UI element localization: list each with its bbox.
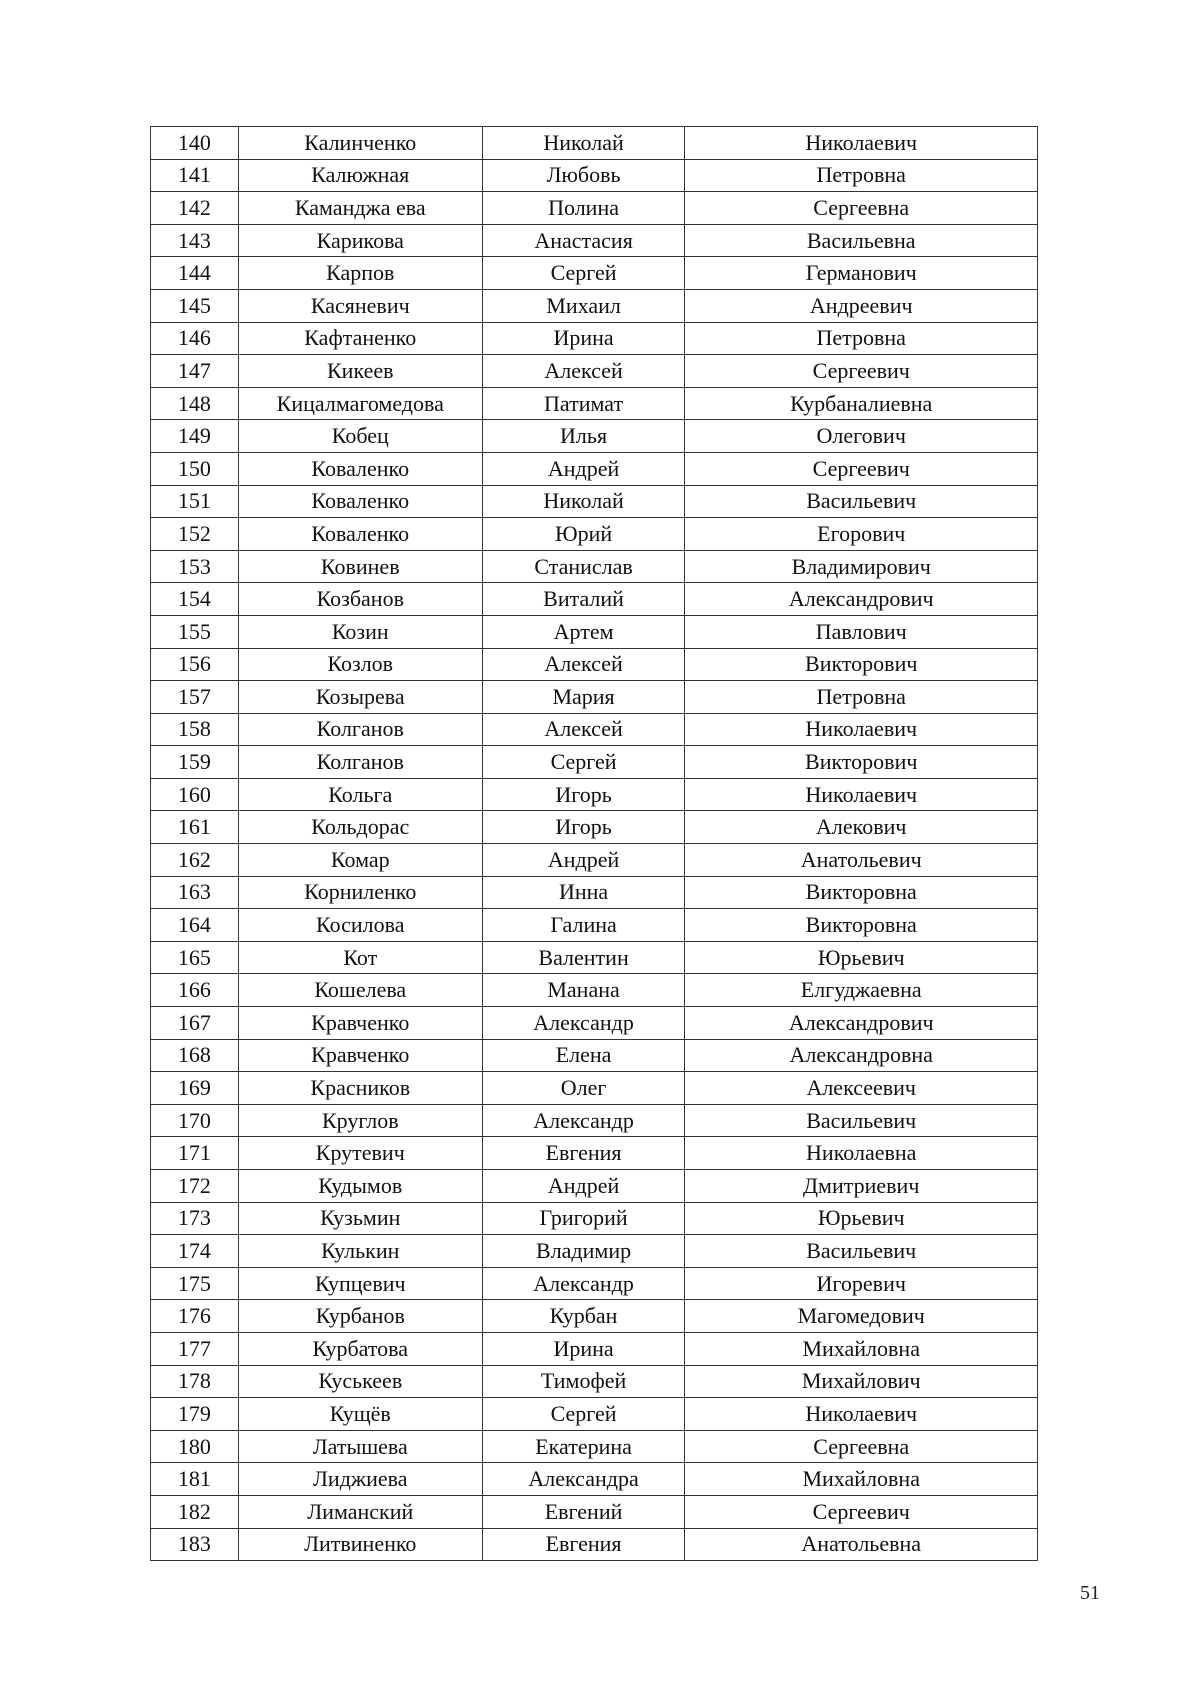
last-name-cell: Комар	[238, 844, 482, 877]
row-number-cell: 180	[151, 1430, 239, 1463]
last-name-cell: Кот	[238, 941, 482, 974]
table-row	[151, 1463, 1038, 1496]
table-row	[151, 1170, 1038, 1203]
first-name-cell: Мария	[482, 681, 685, 714]
first-name-cell: Станислав	[482, 550, 685, 583]
row-number-cell: 171	[151, 1137, 239, 1170]
first-name-cell: Евгения	[482, 1528, 685, 1561]
patronymic-cell: Викторович	[685, 648, 1038, 681]
patronymic-cell: Петровна	[685, 681, 1038, 714]
patronymic-cell: Магомедович	[685, 1300, 1038, 1333]
first-name-cell: Андрей	[482, 844, 685, 877]
table-row	[151, 974, 1038, 1007]
last-name-cell: Козырева	[238, 681, 482, 714]
first-name-cell: Олег	[482, 1072, 685, 1105]
last-name-cell: Каманджа ева	[238, 192, 482, 225]
patronymic-cell: Николаевич	[685, 127, 1038, 160]
patronymic-cell: Андреевич	[685, 289, 1038, 322]
first-name-cell: Михаил	[482, 289, 685, 322]
row-number-cell: 152	[151, 518, 239, 551]
last-name-cell: Козбанов	[238, 583, 482, 616]
first-name-cell: Игорь	[482, 778, 685, 811]
patronymic-cell: Петровна	[685, 159, 1038, 192]
patronymic-cell: Сергеевна	[685, 192, 1038, 225]
table-row	[151, 1300, 1038, 1333]
last-name-cell: Карикова	[238, 224, 482, 257]
first-name-cell: Андрей	[482, 1170, 685, 1203]
names-table	[150, 126, 1038, 1561]
row-number-cell: 153	[151, 550, 239, 583]
first-name-cell: Курбан	[482, 1300, 685, 1333]
first-name-cell: Сергей	[482, 1398, 685, 1431]
last-name-cell: Кафтаненко	[238, 322, 482, 355]
table-row	[151, 550, 1038, 583]
row-number-cell: 182	[151, 1495, 239, 1528]
row-number-cell: 154	[151, 583, 239, 616]
last-name-cell: Карпов	[238, 257, 482, 290]
table-row	[151, 713, 1038, 746]
row-number-cell: 143	[151, 224, 239, 257]
last-name-cell: Коваленко	[238, 485, 482, 518]
table-row	[151, 1430, 1038, 1463]
patronymic-cell: Николаевич	[685, 778, 1038, 811]
table-row	[151, 1137, 1038, 1170]
patronymic-cell: Викторовна	[685, 909, 1038, 942]
first-name-cell: Тимофей	[482, 1365, 685, 1398]
table-row	[151, 518, 1038, 551]
table-row	[151, 1495, 1038, 1528]
last-name-cell: Кицалмагомедова	[238, 387, 482, 420]
names-table-body	[151, 127, 1038, 1561]
last-name-cell: Лиманский	[238, 1495, 482, 1528]
row-number-cell: 173	[151, 1202, 239, 1235]
table-row	[151, 1235, 1038, 1268]
table-row	[151, 1039, 1038, 1072]
row-number-cell: 155	[151, 615, 239, 648]
row-number-cell: 167	[151, 1007, 239, 1040]
row-number-cell: 157	[151, 681, 239, 714]
first-name-cell: Екатерина	[482, 1430, 685, 1463]
first-name-cell: Сергей	[482, 257, 685, 290]
last-name-cell: Колганов	[238, 713, 482, 746]
last-name-cell: Купцевич	[238, 1267, 482, 1300]
patronymic-cell: Васильевна	[685, 224, 1038, 257]
page-number: 51	[1080, 1582, 1100, 1604]
patronymic-cell: Михайлович	[685, 1365, 1038, 1398]
table-row	[151, 778, 1038, 811]
first-name-cell: Ирина	[482, 1332, 685, 1365]
last-name-cell: Косилова	[238, 909, 482, 942]
last-name-cell: Колганов	[238, 746, 482, 779]
patronymic-cell: Игоревич	[685, 1267, 1038, 1300]
row-number-cell: 148	[151, 387, 239, 420]
patronymic-cell: Викторовна	[685, 876, 1038, 909]
last-name-cell: Курбатова	[238, 1332, 482, 1365]
first-name-cell: Александр	[482, 1104, 685, 1137]
row-number-cell: 177	[151, 1332, 239, 1365]
last-name-cell: Коваленко	[238, 518, 482, 551]
table-row	[151, 1104, 1038, 1137]
table-row	[151, 257, 1038, 290]
table-row	[151, 1528, 1038, 1561]
table-row	[151, 127, 1038, 160]
row-number-cell: 156	[151, 648, 239, 681]
table-row	[151, 420, 1038, 453]
row-number-cell: 142	[151, 192, 239, 225]
table-row	[151, 941, 1038, 974]
patronymic-cell: Сергеевич	[685, 355, 1038, 388]
patronymic-cell: Михайловна	[685, 1463, 1038, 1496]
row-number-cell: 144	[151, 257, 239, 290]
table-row	[151, 355, 1038, 388]
table-row	[151, 583, 1038, 616]
table-row	[151, 1202, 1038, 1235]
row-number-cell: 160	[151, 778, 239, 811]
row-number-cell: 176	[151, 1300, 239, 1333]
table-row	[151, 1267, 1038, 1300]
table-row	[151, 485, 1038, 518]
patronymic-cell: Анатольевич	[685, 844, 1038, 877]
patronymic-cell: Александрович	[685, 583, 1038, 616]
table-row	[151, 648, 1038, 681]
first-name-cell: Анастасия	[482, 224, 685, 257]
first-name-cell: Григорий	[482, 1202, 685, 1235]
patronymic-cell: Николаевич	[685, 1398, 1038, 1431]
patronymic-cell: Владимирович	[685, 550, 1038, 583]
patronymic-cell: Германович	[685, 257, 1038, 290]
last-name-cell: Кравченко	[238, 1007, 482, 1040]
table-row	[151, 844, 1038, 877]
last-name-cell: Круглов	[238, 1104, 482, 1137]
table-row	[151, 452, 1038, 485]
patronymic-cell: Викторович	[685, 746, 1038, 779]
last-name-cell: Калинченко	[238, 127, 482, 160]
patronymic-cell: Николаевна	[685, 1137, 1038, 1170]
last-name-cell: Кольдорас	[238, 811, 482, 844]
last-name-cell: Литвиненко	[238, 1528, 482, 1561]
patronymic-cell: Дмитриевич	[685, 1170, 1038, 1203]
first-name-cell: Илья	[482, 420, 685, 453]
patronymic-cell: Алекович	[685, 811, 1038, 844]
table-row	[151, 1398, 1038, 1431]
row-number-cell: 149	[151, 420, 239, 453]
last-name-cell: Козлов	[238, 648, 482, 681]
last-name-cell: Лиджиева	[238, 1463, 482, 1496]
patronymic-cell: Юрьевич	[685, 1202, 1038, 1235]
table-row	[151, 1332, 1038, 1365]
last-name-cell: Куськеев	[238, 1365, 482, 1398]
first-name-cell: Юрий	[482, 518, 685, 551]
table-row	[151, 322, 1038, 355]
last-name-cell: Кошелева	[238, 974, 482, 1007]
table-row	[151, 681, 1038, 714]
patronymic-cell: Михайловна	[685, 1332, 1038, 1365]
last-name-cell: Кулькин	[238, 1235, 482, 1268]
patronymic-cell: Васильевич	[685, 1235, 1038, 1268]
table-row	[151, 289, 1038, 322]
patronymic-cell: Алексеевич	[685, 1072, 1038, 1105]
first-name-cell: Александр	[482, 1267, 685, 1300]
table-row	[151, 615, 1038, 648]
last-name-cell: Кикеев	[238, 355, 482, 388]
first-name-cell: Игорь	[482, 811, 685, 844]
row-number-cell: 145	[151, 289, 239, 322]
last-name-cell: Кобец	[238, 420, 482, 453]
patronymic-cell: Васильевич	[685, 1104, 1038, 1137]
patronymic-cell: Курбаналиевна	[685, 387, 1038, 420]
table-row	[151, 192, 1038, 225]
first-name-cell: Валентин	[482, 941, 685, 974]
first-name-cell: Патимат	[482, 387, 685, 420]
row-number-cell: 166	[151, 974, 239, 1007]
table-row	[151, 811, 1038, 844]
first-name-cell: Алексей	[482, 648, 685, 681]
first-name-cell: Ирина	[482, 322, 685, 355]
row-number-cell: 141	[151, 159, 239, 192]
last-name-cell: Козин	[238, 615, 482, 648]
row-number-cell: 172	[151, 1170, 239, 1203]
patronymic-cell: Олегович	[685, 420, 1038, 453]
last-name-cell: Кольга	[238, 778, 482, 811]
patronymic-cell: Васильевич	[685, 485, 1038, 518]
row-number-cell: 161	[151, 811, 239, 844]
patronymic-cell: Сергеевна	[685, 1430, 1038, 1463]
first-name-cell: Александра	[482, 1463, 685, 1496]
first-name-cell: Николай	[482, 127, 685, 160]
first-name-cell: Виталий	[482, 583, 685, 616]
row-number-cell: 164	[151, 909, 239, 942]
row-number-cell: 158	[151, 713, 239, 746]
table-row	[151, 746, 1038, 779]
first-name-cell: Сергей	[482, 746, 685, 779]
first-name-cell: Евгения	[482, 1137, 685, 1170]
patronymic-cell: Елгуджаевна	[685, 974, 1038, 1007]
table-row	[151, 159, 1038, 192]
patronymic-cell: Александровна	[685, 1039, 1038, 1072]
last-name-cell: Крутевич	[238, 1137, 482, 1170]
patronymic-cell: Александрович	[685, 1007, 1038, 1040]
row-number-cell: 169	[151, 1072, 239, 1105]
last-name-cell: Красников	[238, 1072, 482, 1105]
first-name-cell: Алексей	[482, 355, 685, 388]
row-number-cell: 163	[151, 876, 239, 909]
table-row	[151, 876, 1038, 909]
row-number-cell: 162	[151, 844, 239, 877]
first-name-cell: Александр	[482, 1007, 685, 1040]
row-number-cell: 175	[151, 1267, 239, 1300]
last-name-cell: Корниленко	[238, 876, 482, 909]
patronymic-cell: Сергеевич	[685, 1495, 1038, 1528]
first-name-cell: Полина	[482, 192, 685, 225]
table-row	[151, 224, 1038, 257]
last-name-cell: Касяневич	[238, 289, 482, 322]
row-number-cell: 181	[151, 1463, 239, 1496]
last-name-cell: Латышева	[238, 1430, 482, 1463]
first-name-cell: Андрей	[482, 452, 685, 485]
row-number-cell: 151	[151, 485, 239, 518]
row-number-cell: 183	[151, 1528, 239, 1561]
patronymic-cell: Николаевич	[685, 713, 1038, 746]
row-number-cell: 178	[151, 1365, 239, 1398]
row-number-cell: 179	[151, 1398, 239, 1431]
first-name-cell: Любовь	[482, 159, 685, 192]
table-row	[151, 1365, 1038, 1398]
first-name-cell: Елена	[482, 1039, 685, 1072]
table-row	[151, 909, 1038, 942]
first-name-cell: Евгений	[482, 1495, 685, 1528]
table-row	[151, 1072, 1038, 1105]
row-number-cell: 147	[151, 355, 239, 388]
row-number-cell: 150	[151, 452, 239, 485]
row-number-cell: 165	[151, 941, 239, 974]
patronymic-cell: Юрьевич	[685, 941, 1038, 974]
first-name-cell: Владимир	[482, 1235, 685, 1268]
row-number-cell: 140	[151, 127, 239, 160]
last-name-cell: Кудымов	[238, 1170, 482, 1203]
row-number-cell: 170	[151, 1104, 239, 1137]
first-name-cell: Алексей	[482, 713, 685, 746]
patronymic-cell: Павлович	[685, 615, 1038, 648]
first-name-cell: Галина	[482, 909, 685, 942]
patronymic-cell: Анатольевна	[685, 1528, 1038, 1561]
first-name-cell: Николай	[482, 485, 685, 518]
last-name-cell: Кущёв	[238, 1398, 482, 1431]
last-name-cell: Калюжная	[238, 159, 482, 192]
row-number-cell: 146	[151, 322, 239, 355]
table-row	[151, 1007, 1038, 1040]
table-row	[151, 387, 1038, 420]
last-name-cell: Курбанов	[238, 1300, 482, 1333]
patronymic-cell: Егорович	[685, 518, 1038, 551]
row-number-cell: 168	[151, 1039, 239, 1072]
last-name-cell: Коваленко	[238, 452, 482, 485]
first-name-cell: Артем	[482, 615, 685, 648]
last-name-cell: Ковинев	[238, 550, 482, 583]
last-name-cell: Кравченко	[238, 1039, 482, 1072]
first-name-cell: Инна	[482, 876, 685, 909]
patronymic-cell: Сергеевич	[685, 452, 1038, 485]
row-number-cell: 174	[151, 1235, 239, 1268]
first-name-cell: Манана	[482, 974, 685, 1007]
patronymic-cell: Петровна	[685, 322, 1038, 355]
last-name-cell: Кузьмин	[238, 1202, 482, 1235]
row-number-cell: 159	[151, 746, 239, 779]
